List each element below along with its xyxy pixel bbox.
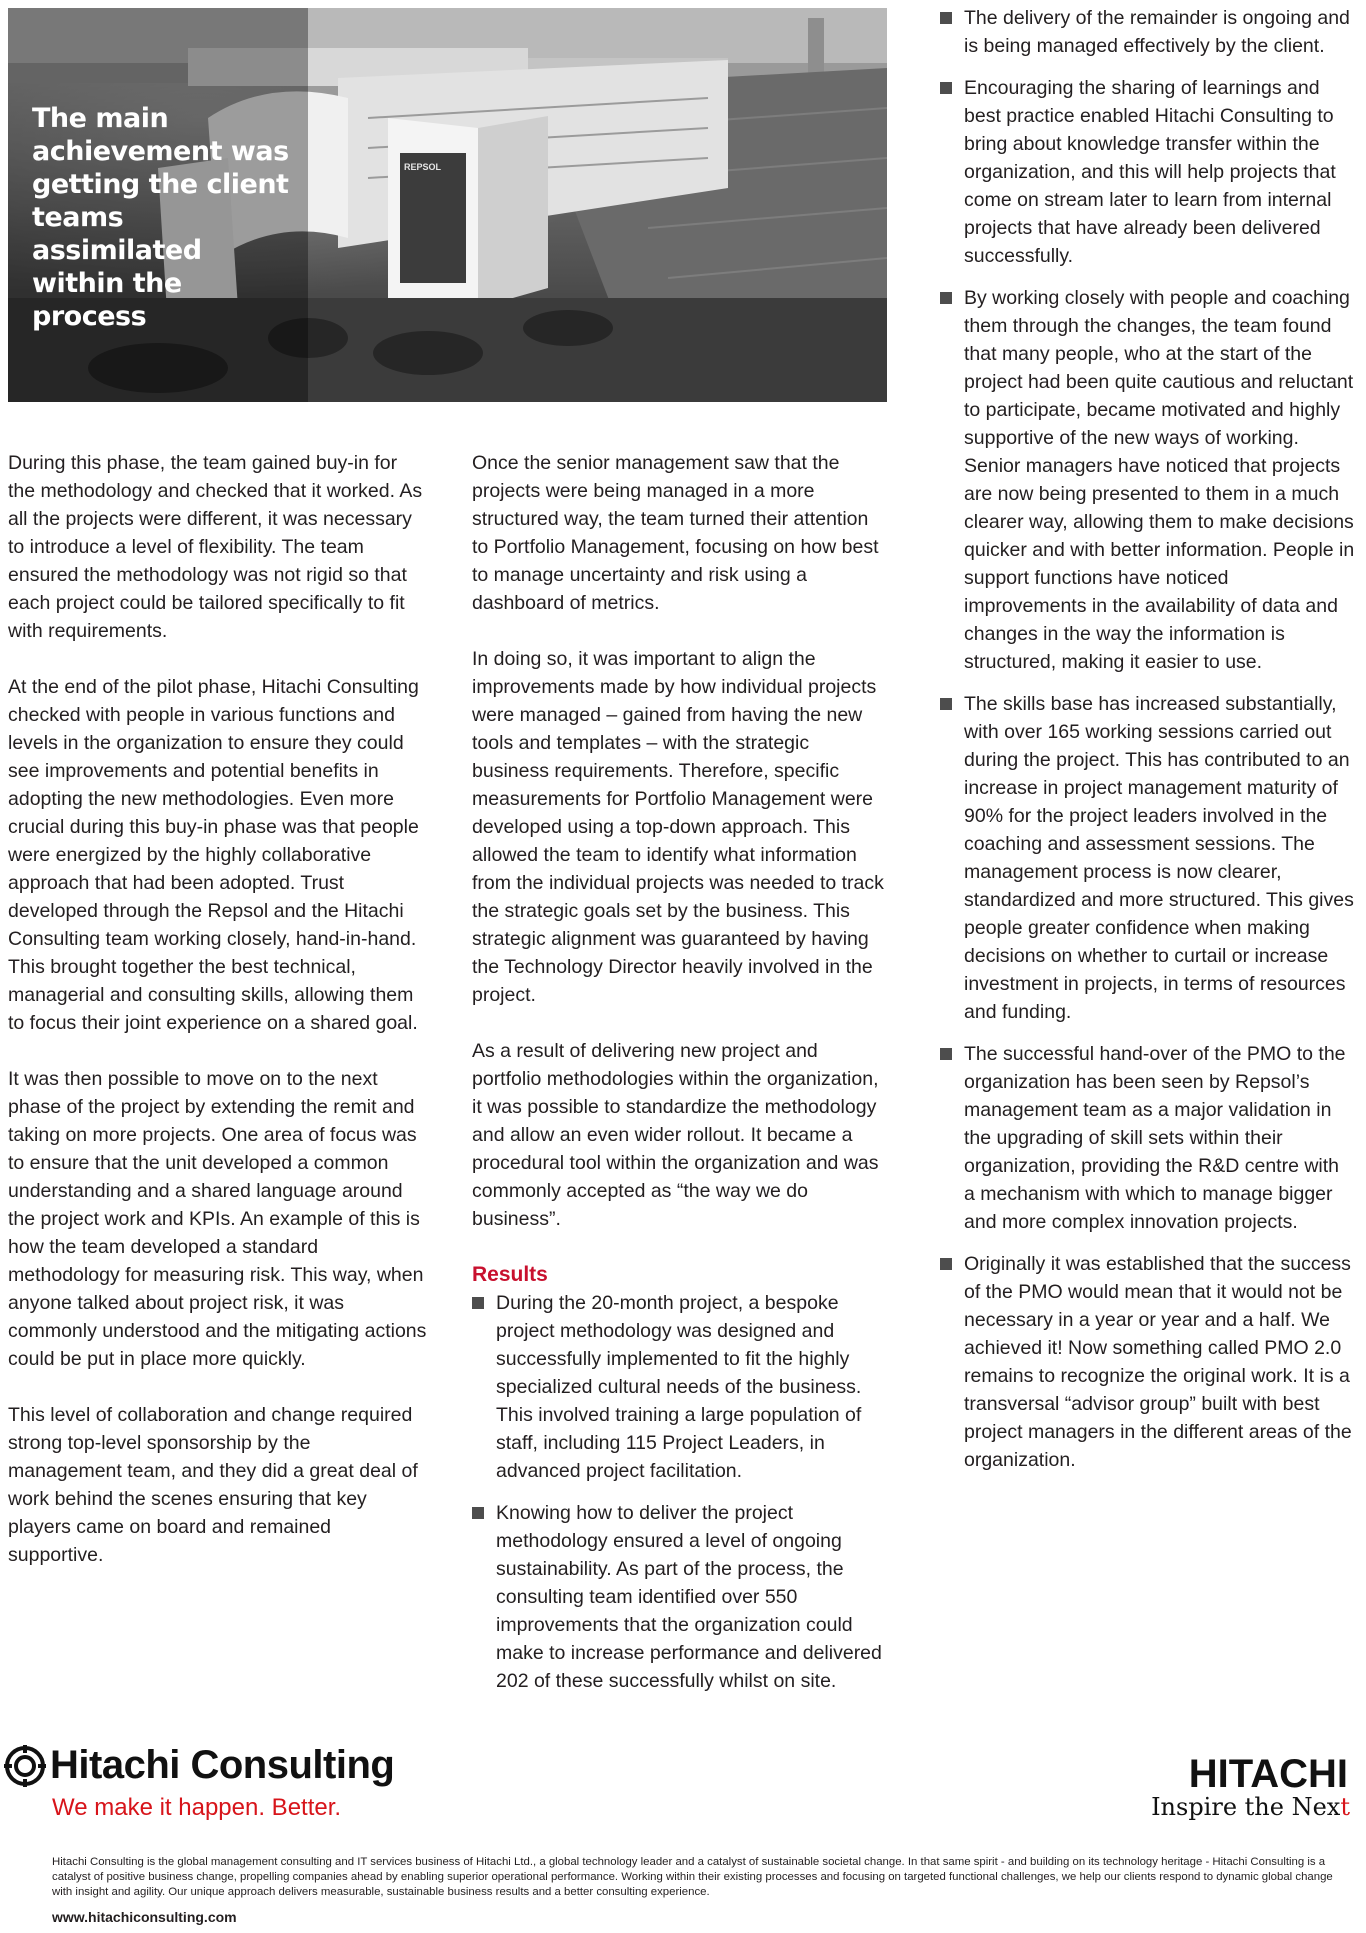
hero-photo <box>8 8 887 402</box>
text-column-1 <box>8 449 428 1597</box>
paragraph: Once the senior management saw that the projects were being managed in a more structured way, the team turned their attention to Portfolio Management, focusing on how best to manage uncertainty and risk using a dashboard of metrics. <box>472 452 879 614</box>
text-column-3 <box>940 4 1355 1488</box>
hitachi-tagline-accent: t <box>1340 1793 1350 1821</box>
footer-website-link[interactable]: www.hitachiconsulting.com <box>52 1909 237 1925</box>
hitachi-consulting-name: Hitachi Consulting <box>50 1743 395 1787</box>
paragraph: During this phase, the team gained buy-in for the methodology and checked that it worked. As all the projects were different, it was necessary to introduce a level of flexibility. The team ensured the methodology was not rigid so that each project could be tailored specifically to fit with requirements. <box>8 452 423 642</box>
results-heading: Results <box>472 1263 548 1286</box>
paragraph: At the end of the pilot phase, Hitachi Consulting checked with people in various functions and levels in the organization to ensure they could see improvements and potential benefits in adopting the new methodologies. Even more crucial during this buy-in phase was that people were energized by the highly collaborative approach that had been adopted. Trust developed through the Repsol and the Hitachi Consulting team working closely, hand-in-hand. This brought together the best technical, managerial and consulting skills, allowing them to focus their joint experience on a shared goal. <box>8 676 419 1034</box>
hitachi-logo <box>1130 1752 1360 1822</box>
paragraph: This level of collaboration and change required strong top-level sponsorship by the management team, and they did a great deal of work behind the scenes ensuring that key players came on board and remained supportive. <box>8 1404 418 1566</box>
hitachi-tagline-text: Inspire the Nex <box>1151 1793 1341 1821</box>
hitachi-wordmark: HITACHI <box>1188 1752 1348 1796</box>
results-bullet: Originally it was established that the success of the PMO would mean that it would not be necessary in a year or year and a half. We achieved it! Now something called PMO 2.0 remains to recognize the original work. It is a transversal “advisor group” built with best project managers in the different areas of the organization. <box>940 1250 1355 1474</box>
results-bullet: During the 20-month project, a bespoke project methodology was designed and successfully implemented to fit the highly specialized cultural needs of the business. This involved training a large population of staff, including 115 Project Leaders, in advanced project facilitation. <box>472 1289 887 1485</box>
paragraph: It was then possible to move on to the next phase of the project by extending the remit and taking on more projects. One area of focus was to ensure that the unit developed a common understanding and a shared language around the project work and KPIs. An example of this is how the team developed a standard methodology for measuring risk. This way, when anyone talked about project risk, it was commonly understood and the mitigating actions could be put in place more quickly. <box>8 1068 427 1370</box>
results-bullet: Knowing how to deliver the project methodology ensured a level of ongoing sustainability. As part of the process, the consulting team identified over 550 improvements that the organization could make to increase performance and delivered 202 of these successfully whilst on site. <box>472 1499 887 1695</box>
results-bullet: The skills base has increased substantially, with over 165 working sessions carried out during the project. This has contributed to an increase in project management maturity of 90% for the project leaders involved in the coaching and assessment sessions. The management process is now clearer, standardized and more structured. This gives people greater confidence when making decisions on whether to curtail or increase investment in projects, in terms of resources and funding. <box>940 690 1355 1026</box>
repsol-sign: REPSOL <box>404 162 442 172</box>
results-bullet: The successful hand-over of the PMO to the organization has been seen by Repsol’s management team as a major validation in the upgrading of skill sets within their organization, providing the R&D centre with a mechanism with which to manage bigger and more complex innovation projects. <box>940 1040 1355 1236</box>
results-bullet: Encouraging the sharing of learnings and best practice enabled Hitachi Consulting to bring about knowledge transfer within the organization, and this will help projects that come on stream later to learn from internal projects that have already been delivered successfully. <box>940 74 1355 270</box>
results-bullet: The delivery of the remainder is ongoing and is being managed effectively by the client. <box>940 4 1355 60</box>
paragraph: In doing so, it was important to align the improvements made by how individual projects were managed – gained from having the new tools and templates – with the strategic business requirements. Therefore, specific measurements for Portfolio Management were developed using a top-down approach. This allowed the team to identify what information from the individual projects was needed to track the strategic goals set by the business. This strategic alignment was guaranteed by having the Technology Director heavily involved in the project. <box>472 648 884 1006</box>
hero-caption: The main achievement was getting the client teams assimilated within the process <box>32 103 289 332</box>
hitachi-consulting-logo <box>4 1741 444 1831</box>
hitachi-tagline <box>1151 1792 1350 1822</box>
results-list-continued <box>940 4 1355 1474</box>
hitachi-consulting-tagline: We make it happen. Better. <box>52 1794 342 1821</box>
paragraph: As a result of delivering new project and portfolio methodologies within the organization, it was possible to standardize the methodology and allow an even wider rollout. It became a procedural tool within the organization and was commonly accepted as “the way we do business”. <box>472 1040 879 1230</box>
text-column-2 <box>472 449 887 1709</box>
footer-boilerplate: Hitachi Consulting is the global management consulting and IT services business of Hitachi Ltd., a global technology leader and a catalyst of sustainable societal change. In that same spirit - and building on its technology heritage - Hitachi Consulting is a catalyst of positive business change, propelling companies ahead by enabling superior operational performance. Working within their existing processes and focusing on targeted functional challenges, we help our clients respond to dynamic global change with insight and agility. Our unique approach delivers measurable, sustainable business results and a better consulting experience. <box>52 1856 1333 1898</box>
hitachi-emblem-icon <box>4 1745 46 1787</box>
results-list <box>472 1289 887 1695</box>
results-bullet: By working closely with people and coaching them through the changes, the team found that many people, who at the start of the project had been quite cautious and reluctant to participate, became motivated and highly supportive of the new ways of working. Senior managers have noticed that projects are now being presented to them in a much clearer way, allowing them to make decisions quicker and with better information. People in support functions have noticed improvements in the availability of data and changes in the way the information is structured, making it easier to use. <box>940 284 1355 676</box>
